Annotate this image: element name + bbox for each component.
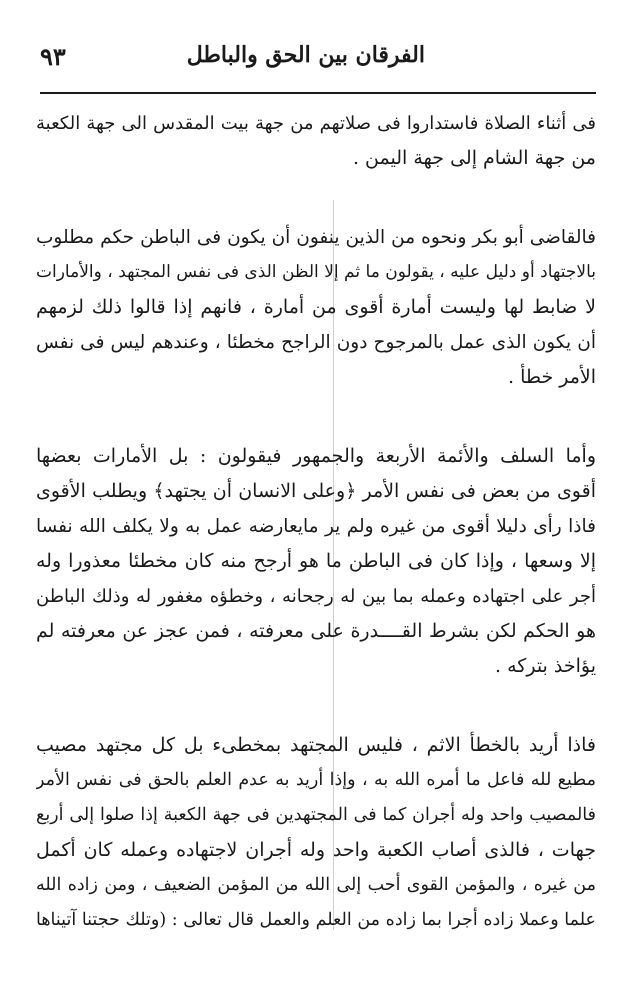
text-line: فالقاضى أبو بكر ونحوه من الذين ينفون أن يكون فى الباطن حكم مطلوب xyxy=(36,227,596,248)
text-line: بالاجتهاد أو دليل عليه ، يقولون ما ثم إلا الظن الذى فى نفس المجتهد ، والأمارات xyxy=(36,262,596,282)
text-line: لا ضابط لها وليست أمارة أقوى من أمارة ، فانهم إذا قالوا ذلك لزمهم xyxy=(36,296,596,318)
text-line: علما وعملا زاده أجرا بما زاده من العلم والعمل قال تعالى : (وتلك حجتنا آتيناها xyxy=(36,910,596,930)
text-line: فاذا أريد بالخطأ الاثم ، فليس المجتهد بمخطىء بل كل مجتهد مصيب xyxy=(36,734,596,756)
text-line: وأما السلف والأئمة الأربعة والجمهور فيقولون : بل الأمارات بعضها xyxy=(36,445,596,467)
header-rule xyxy=(40,92,596,94)
body-text xyxy=(36,106,596,982)
running-title: الفرقان بين الحق والباطل xyxy=(186,42,425,68)
text-line: فاذا رأى دليلا أقوى من غيره ولم ير مايعارضه عمل به ولا يكلف الله نفسا xyxy=(36,516,596,537)
text-line: فالمصيب واحد وله أجران كما فى المجتهدين فى جهة الكعبة إذا صلوا إلى أربع xyxy=(36,805,596,825)
text-line: الأمر خطأ . xyxy=(507,366,596,388)
paragraph-2 xyxy=(36,220,596,395)
text-line: إلا وسعها ، وإذا كان فى الباطن ما هو أرجح منه كان مخطئا معذورا وله xyxy=(36,550,596,572)
text-line: مطيع لله فاعل ما أمره الله به ، وإذا أريد به عدم العلم بالحق فى نفس الأمر xyxy=(36,770,596,790)
text-line: أقوى من بعض فى نفس الأمر ﴿وعلى الانسان أن يجتهد﴾ ويطلب الأقوى xyxy=(36,480,596,502)
text-line: من جهة الشام إلى جهة اليمن . xyxy=(352,147,596,169)
text-line: يؤاخذ بتركه . xyxy=(495,655,596,677)
page-header xyxy=(40,42,600,82)
page-number: ٩٣ xyxy=(40,42,66,71)
text-line: أن يكون الذى عمل بالمرجوح دون الراجح مخطئا ، وعندهم ليس فى نفس xyxy=(36,332,596,353)
text-line: من غيره ، والمؤمن القوى أحب إلى الله من المؤمن الضعيف ، ومن زاده الله xyxy=(36,875,596,895)
text-line: فى أثناء الصلاة فاستداروا فى صلاتهم من جهة بيت المقدس الى جهة الكعبة xyxy=(36,113,596,134)
paragraph-1 xyxy=(36,106,596,176)
text-line: أجر على اجتهاده وعمله بما بين له رجحانه ، وخطؤه مغفور له وذلك الباطن xyxy=(36,586,596,607)
paragraph-4 xyxy=(36,728,596,938)
paragraph-3 xyxy=(36,439,596,684)
text-line: هو الحكم لكن بشرط القــــدرة على معرفته ، فمن عجز عن معرفته لم xyxy=(36,620,596,642)
text-line: جهات ، فالذى أصاب الكعبة واحد وله أجران لاجتهاده وعمله كان أكمل xyxy=(36,839,596,861)
